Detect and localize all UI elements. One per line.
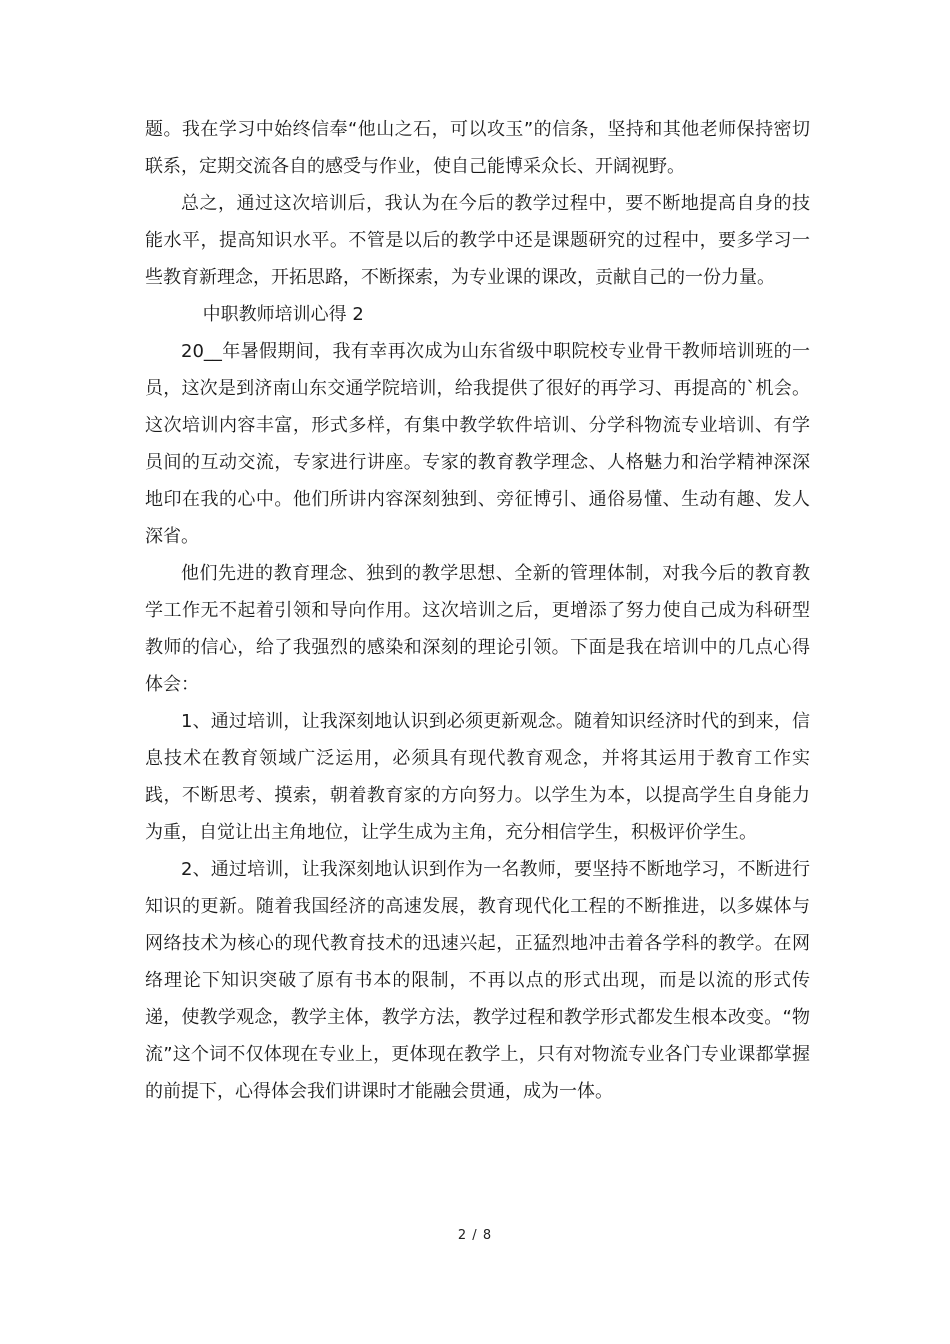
paragraph-intro: 20__年暑假期间，我有幸再次成为山东省级中职院校专业骨干教师培训班的一员，这次是到济南山东交通学院培训，给我提供了很好的再学习、再提高的`机会。这次培训内容丰富，形式多样，有集中教学软件培训、分学科物流专业培训、有学员间的互动交流，专家进行讲座。专家的教育教学理念、人格魅力和治学精神深深地印在我的心中。他们所讲内容深刻独到、旁征博引、通俗易懂、生动有趣、发人深省。 xyxy=(145,341,810,547)
section-heading: 中职教师培训心得 2 xyxy=(202,304,364,325)
paragraph-point-1: 1、通过培训，让我深刻地认识到必须更新观念。随着知识经济时代的到来，信息技术在教育领域广泛运用，必须具有现代教育观念，并将其运用于教育工作实践，不断思考、摸索，朝着教育家的方向努力。以学生为本，以提高学生自身能力为重，自觉让出主角地位，让学生成为主角，充分相信学生，积极评价学生。 xyxy=(145,711,810,843)
paragraph-continuation: 题。我在学习中始终信奉“他山之石，可以攻玉”的信条，坚持和其他老师保持密切联系，定期交流各自的感受与作业，使自己能博采众长、开阔视野。 xyxy=(145,119,810,177)
paragraph-point-2: 2、通过培训，让我深刻地认识到作为一名教师，要坚持不断地学习，不断进行知识的更新。随着我国经济的高速发展，教育现代化工程的不断推进，以多媒体与网络技术为核心的现代教育技术的迅速兴起，正猛烈地冲击着各学科的教学。在网络理论下知识突破了原有书本的限制，不再以点的形式出现，而是以流的形式传递，使教学观念，教学主体，教学方法，教学过程和教学形式都发生根本改变。“物流”这个词不仅体现在专业上，更体现在教学上，只有对物流专业各门专业课都掌握的前提下，心得体会我们讲课时才能融会贯通，成为一体。 xyxy=(145,859,810,1102)
page-number: 2 / 8 xyxy=(457,1228,493,1243)
document-body xyxy=(145,111,810,1110)
paragraph-conclusion: 总之，通过这次培训后，我认为在今后的教学过程中，要不断地提高自身的技能水平，提高知识水平。不管是以后的教学中还是课题研究的过程中，要多学习一些教育新理念，开拓思路，不断探索，为专业课的课改，贡献自己的一份力量。 xyxy=(145,193,810,288)
paragraph-experience: 他们先进的教育理念、独到的教学思想、全新的管理体制，对我今后的教育教学工作无不起着引领和导向作用。这次培训之后，更增添了努力使自己成为科研型教师的信心，给了我强烈的感染和深刻的理论引领。下面是我在培训中的几点心得体会： xyxy=(145,563,810,695)
